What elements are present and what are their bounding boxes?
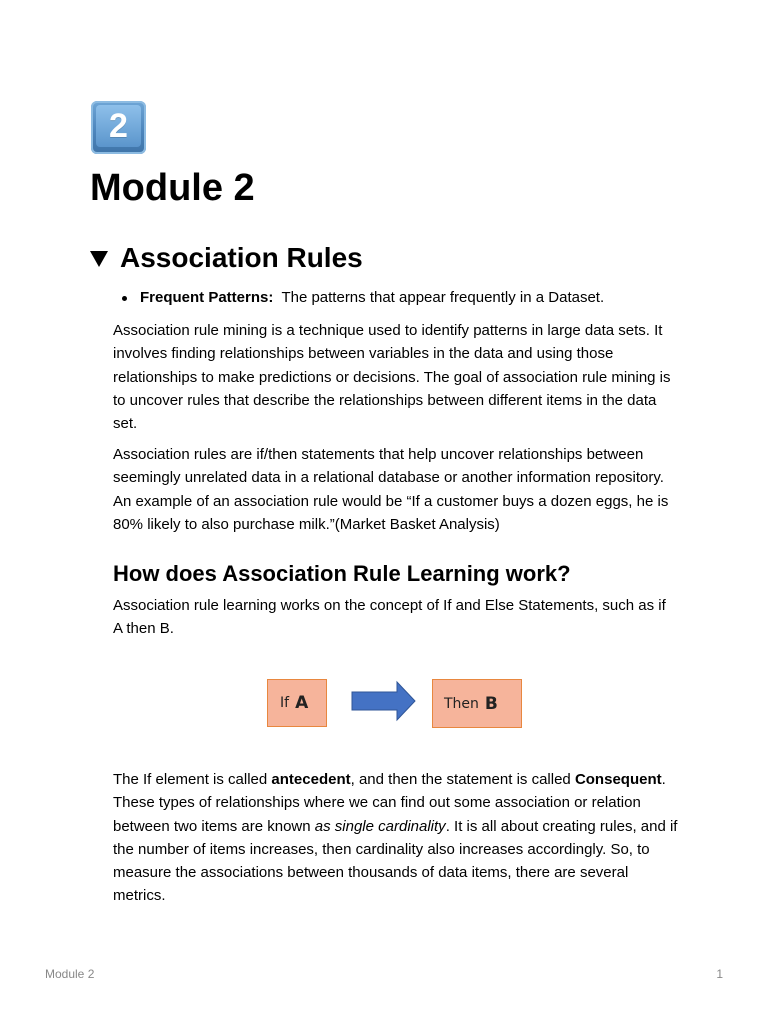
bullet-term: Frequent Patterns: xyxy=(140,289,274,306)
term-consequent: Consequent xyxy=(574,771,662,788)
paragraph-text xyxy=(113,768,678,908)
text-run: . It is all about creating rules, and if the number of items increases, then cardinality also increases accordingly. So, to measure the associations between thousands of data items, there are several metrics. xyxy=(113,817,678,905)
text-run: The If element is called xyxy=(113,771,272,788)
keycap-digit-two-icon xyxy=(91,101,146,154)
page-title: Module 2 xyxy=(90,167,255,209)
text-run: , and then the statement is called xyxy=(350,771,575,788)
page-number: 1 xyxy=(716,967,723,981)
intro-paragraph xyxy=(113,319,678,435)
then-word: Then xyxy=(444,695,479,712)
text-run: . These types of relationships where we can find out some association or relation between two items are known xyxy=(113,771,666,835)
then-box xyxy=(432,679,522,728)
toggle-triangle-icon[interactable] xyxy=(90,251,108,267)
paragraph-text: Association rule learning works on the concept of If and Else Statements, such as if A then B. xyxy=(113,597,666,638)
term-antecedent: antecedent xyxy=(271,771,351,788)
section-title: Association Rules xyxy=(120,242,363,273)
paragraph-text: Association rules are if/then statements that help uncover relationships between seemingly unrelated data in a relational database or another information repository. An example of an association rule would be “If a customer buys a dozen eggs, he is 80% likely to also purchase milk.”(Market Basket Analysis) xyxy=(113,446,669,533)
if-item: A xyxy=(295,693,309,713)
list-item xyxy=(122,287,604,309)
bullet-list xyxy=(122,287,604,309)
sub-heading: How does Association Rule Learning work? xyxy=(113,561,571,586)
association-rules-paragraph xyxy=(113,443,678,536)
term-single-cardinality: as single cardinality xyxy=(314,817,446,835)
bullet-definition: The patterns that appear frequently in a Dataset. xyxy=(281,289,605,306)
explanation-paragraph xyxy=(113,768,678,908)
footer-title: Module 2 xyxy=(45,967,95,981)
section-toggle-header[interactable] xyxy=(90,240,363,276)
if-word: If xyxy=(280,695,290,711)
keycap-digit: 2 xyxy=(96,105,141,147)
paragraph-text: Association rule mining is a technique used to identify patterns in large data sets. It involves finding relationships between variables in the data and using those relationships to make predictions or decisions. The goal of association rule mining is to uncover rules that describe the relationships between different items in the data set. xyxy=(113,322,671,433)
bullet-icon xyxy=(122,296,127,301)
right-arrow-icon xyxy=(351,680,416,722)
how-it-works-intro xyxy=(113,594,678,641)
then-item: B xyxy=(484,693,498,714)
if-box xyxy=(267,679,327,727)
